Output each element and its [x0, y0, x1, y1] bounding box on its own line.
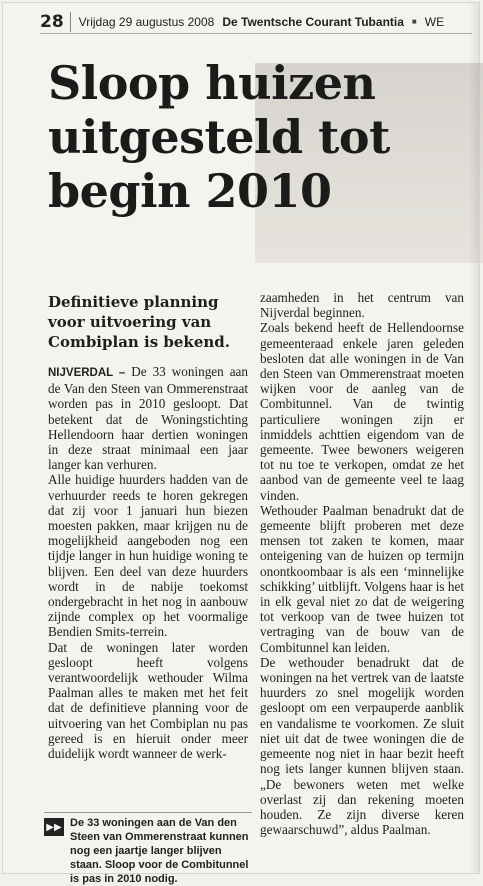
headline-line-2: uitgesteld tot	[48, 110, 390, 164]
page-number: 28	[40, 12, 71, 32]
callout-text: De 33 woningen aan de Van den Steen van Ommerenstraat kunnen nog een jaartje langer blijven staan. Sloop voor de Combitunnel is pas in 2010 nodig.	[70, 817, 249, 885]
section-label: WE	[424, 14, 445, 29]
paragraph: De wethouder benadrukt dat de woningen na het vertrek van de laatste huurders zo snel mogelijk worden gesloopt om een verpauperde aanblik en vandalisme te voorkomen. Ze sluit niet uit dat de twee woningen die de gemeente nog niet in haar bezit heeft nog iets langer kunnen blijven staan. „De bewoners weten met welke overlast zij dan rekening moeten houden. Ze zijn diverse keren gewaarschuwd”, aldus Paalman.	[260, 654, 464, 838]
article-column-1	[48, 364, 248, 761]
double-arrow-icon: ▶▶	[44, 818, 64, 836]
headline	[48, 56, 468, 218]
headline-line-3: begin 2010	[48, 164, 332, 218]
deck-subheading: Definitieve planning voor uitvoering van Combiplan is bekend.	[48, 293, 230, 351]
headline-line-1: Sloop huizen	[48, 56, 376, 110]
newspaper-name: De Twentsche Courant Tubantia	[222, 14, 404, 29]
separator-icon: ■	[411, 17, 417, 26]
issue-date: Vrijdag 29 augustus 2008	[78, 14, 215, 29]
paragraph: zaamheden in het centrum van Nijverdal beginnen.	[260, 290, 464, 321]
paragraph: Zoals bekend heeft de Hellendoornse gemeenteraad enkele jaren geleden besloten dat alle woningen in de Van den Steen van Ommerenstraat moeten wijken voor de aanleg van de Combitunnel. Van de twintig particuliere woningen zijn er inmiddels achttien eigendom van de gemeente. Twee bewoners weigeren tot nu toe te verkopen, omdat ze het aanbod van de gemeente veel te laag vinden.	[260, 320, 464, 503]
article-column-2	[260, 290, 464, 837]
dateline: NIJVERDAL –	[48, 367, 126, 379]
paragraph: Alle huidige huurders hadden van de verhuurder reeds te horen gekregen dat zij voor 1 januari hun biezen moesten pakken, maar krijgen nu de mogelijkheid aangeboden nog een tijdje langer in hun huidige woning te blijven. Een deel van deze huurders wordt in de nabije toekomst ondergebracht in het nog in aanbouw zijnde complex op het voormalige Bendien Smits-terrein.	[48, 472, 248, 640]
paragraph: Dat de woningen later worden gesloopt heeft volgens verantwoordelijk wethouder Wilma Paalman alles te maken met het feit dat de definitieve planning voor de uitvoering van het Combiplan nu pas gereed is en hieruit onder meer duidelijk wordt wanneer de werk-	[48, 639, 248, 762]
paragraph: Wethouder Paalman benadrukt dat de gemeente blijft proberen met deze mensen tot zaken te komen, maar onteigening van de huizen op termijn onontkoombaar is als een ‘minnelijke schikking’ uitblijft. Volgens haar is het in elk geval niet zo dat de weigering tot verkoop van de twee huizen tot vertraging van de bouw van de Combitunnel kan leiden.	[260, 502, 464, 655]
paragraph	[48, 364, 248, 472]
lead-text: De 33 woningen aan de Van den Steen van Ommerenstraat worden pas in 2010 gesloopt. Dat betekent dat de Woningstichting Hellendoorn haar dertien woningen in deze straat minimaal een jaar langer kan verhuren.	[48, 364, 249, 473]
page-edge-shadow	[469, 3, 479, 873]
masthead	[40, 10, 472, 34]
summary-callout	[44, 812, 252, 886]
